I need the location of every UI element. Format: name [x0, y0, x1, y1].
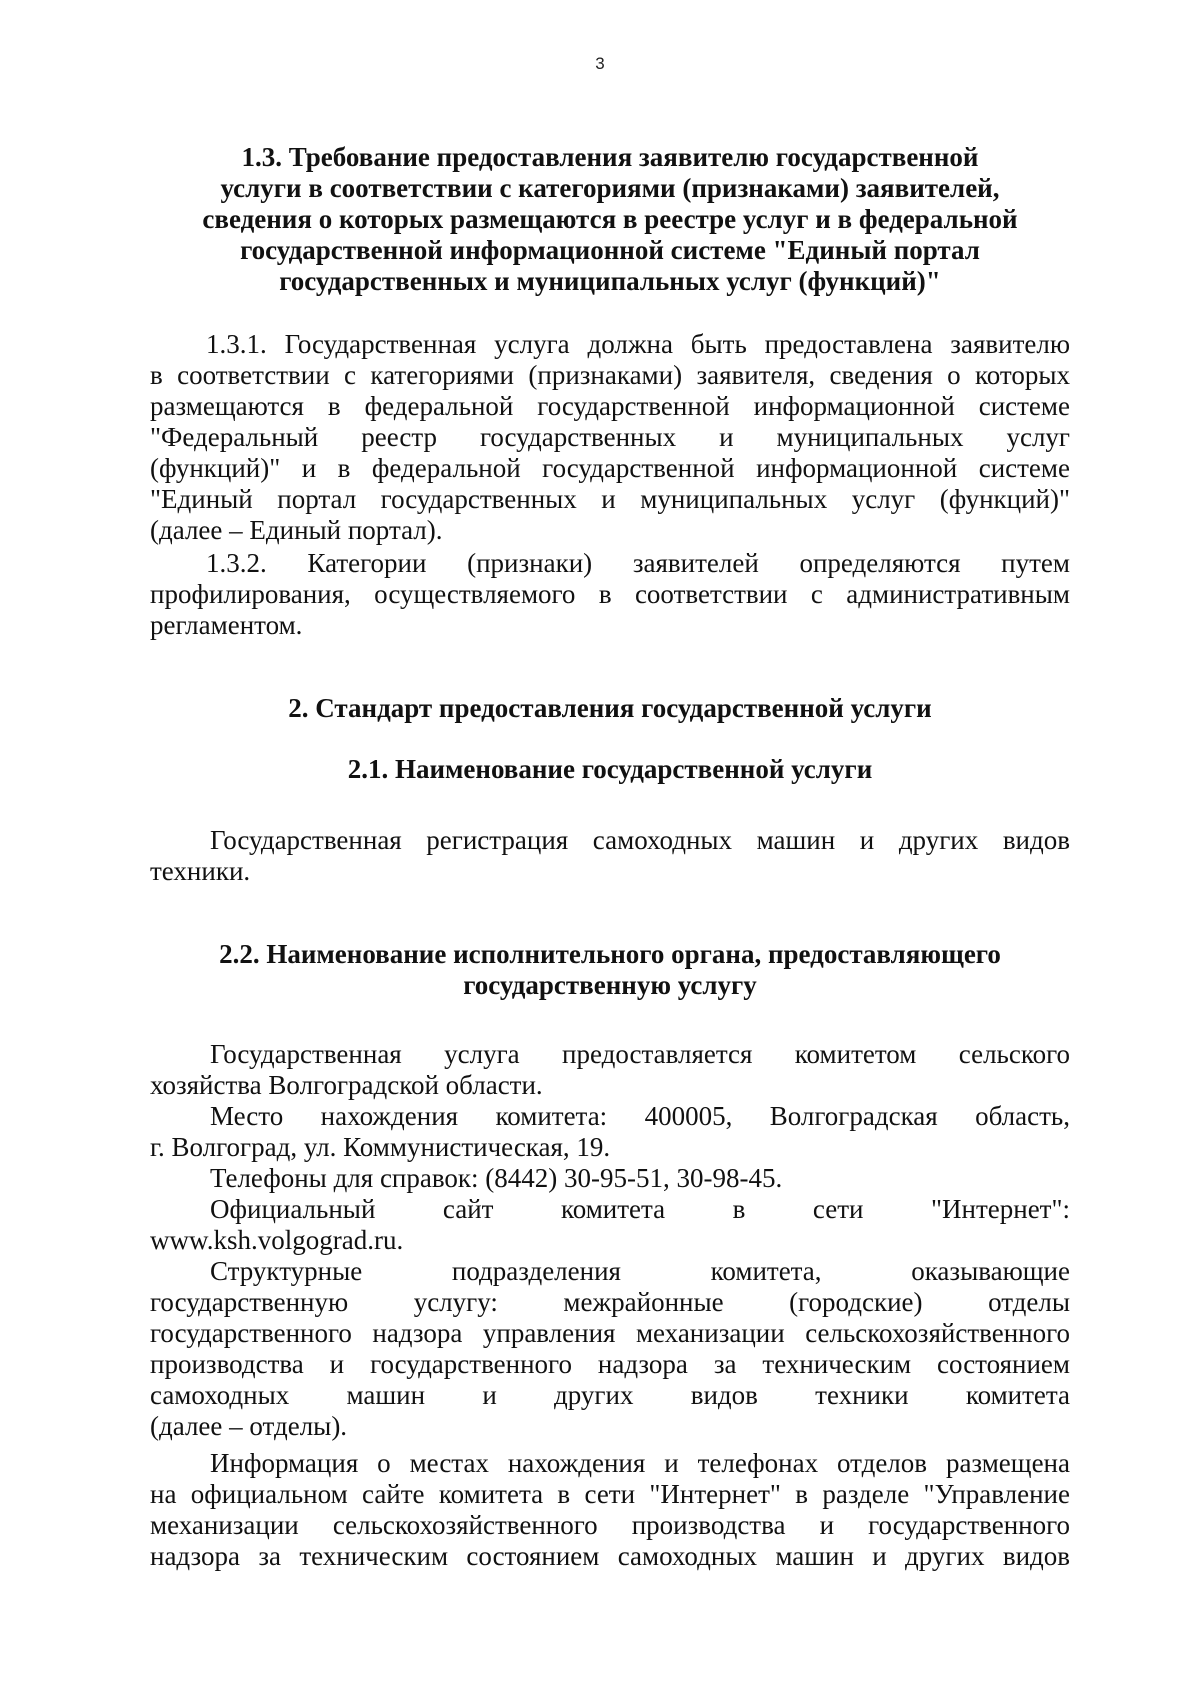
page-number: 3: [595, 54, 605, 73]
text-line: Государственная регистрация самоходных машин и других видов: [210, 825, 1070, 855]
text-line: 1.3.2. Категории (признаки) заявителей определяются путем: [206, 548, 1070, 578]
text-line: "Федеральный реестр государственных и муниципальных услуг: [150, 422, 1070, 452]
paragraph-2-2-website: [150, 1194, 1070, 1256]
paragraph-2-1: [150, 825, 1070, 887]
text-line: механизации сельскохозяйственного производства и государственного: [150, 1510, 1070, 1540]
heading-line: 1.3. Требование предоставления заявителю государственной: [241, 142, 979, 172]
text-line: хозяйства Волгоградской области.: [150, 1070, 543, 1100]
section-2-1-heading: [150, 754, 1070, 785]
text-line: на официальном сайте комитета в сети "Интернет" в разделе "Управление: [150, 1479, 1070, 1509]
text-line: 1.3.1. Государственная услуга должна быть предоставлена заявителю: [206, 329, 1070, 359]
text-line: Информация о местах нахождения и телефонах отделов размещена: [210, 1448, 1070, 1478]
paragraph-1-3-2: [150, 548, 1070, 641]
section-2-2-heading: [150, 939, 1070, 1001]
text-line: надзора за техническим состоянием самоходных машин и других видов: [150, 1541, 1070, 1571]
section-1-3-heading: [150, 142, 1070, 297]
paragraph-2-2-service-provider: [150, 1039, 1070, 1101]
text-line: Телефоны для справок: (8442) 30-95-51, 30-98-45.: [210, 1163, 783, 1193]
text-line: (функций)" и в федеральной государственной информационной системе: [150, 453, 1070, 483]
text-line: регламентом.: [150, 610, 303, 640]
text-line: размещаются в федеральной государственной информационной системе: [150, 391, 1070, 421]
heading-line: 2. Стандарт предоставления государственной услуги: [288, 693, 932, 723]
heading-line: 2.1. Наименование государственной услуги: [347, 754, 873, 784]
text-line: Государственная услуга предоставляется комитетом сельского: [210, 1039, 1070, 1069]
paragraph-2-2-departments: [150, 1256, 1070, 1442]
section-2-heading: [150, 693, 1070, 724]
text-line: производства и государственного надзора за техническим состоянием: [150, 1349, 1070, 1379]
text-line: в соответствии с категориями (признаками) заявителя, сведения о которых: [150, 360, 1070, 390]
paragraph-2-2-phones: [150, 1163, 1070, 1194]
paragraph-2-2-address: [150, 1101, 1070, 1163]
website-link-text: www.ksh.volgograd.ru.: [150, 1225, 404, 1255]
text-line: самоходных машин и других видов техники комитета: [150, 1380, 1070, 1410]
heading-line: сведения о которых размещаются в реестре услуг и в федеральной: [202, 204, 1018, 234]
text-line: "Единый портал государственных и муниципальных услуг (функций)": [150, 484, 1070, 514]
paragraph-2-2-info: [150, 1448, 1070, 1572]
heading-line: государственную услугу: [463, 970, 757, 1000]
heading-line: услуги в соответствии с категориями (признаками) заявителей,: [220, 173, 1000, 203]
heading-line: государственной информационной системе "Единый портал: [240, 235, 980, 265]
text-line: государственную услугу: межрайонные (городские) отделы: [150, 1287, 1070, 1317]
document-body: [150, 142, 1070, 1572]
text-line: (далее – отделы).: [150, 1411, 348, 1441]
text-line: (далее – Единый портал).: [150, 515, 443, 545]
heading-line: государственных и муниципальных услуг (функций)": [279, 266, 941, 296]
heading-line: 2.2. Наименование исполнительного органа, предоставляющего: [219, 939, 1001, 969]
paragraph-1-3-1: [150, 329, 1070, 546]
text-line: г. Волгоград, ул. Коммунистическая, 19.: [150, 1132, 611, 1162]
text-line: техники.: [150, 856, 251, 886]
text-line: Официальный сайт комитета в сети "Интернет":: [210, 1194, 1070, 1224]
text-line: профилирования, осуществляемого в соответствии с административным: [150, 579, 1070, 609]
text-line: государственного надзора управления механизации сельскохозяйственного: [150, 1318, 1070, 1348]
text-line: Место нахождения комитета: 400005, Волгоградская область,: [210, 1101, 1070, 1131]
text-line: Структурные подразделения комитета, оказывающие: [210, 1256, 1070, 1286]
